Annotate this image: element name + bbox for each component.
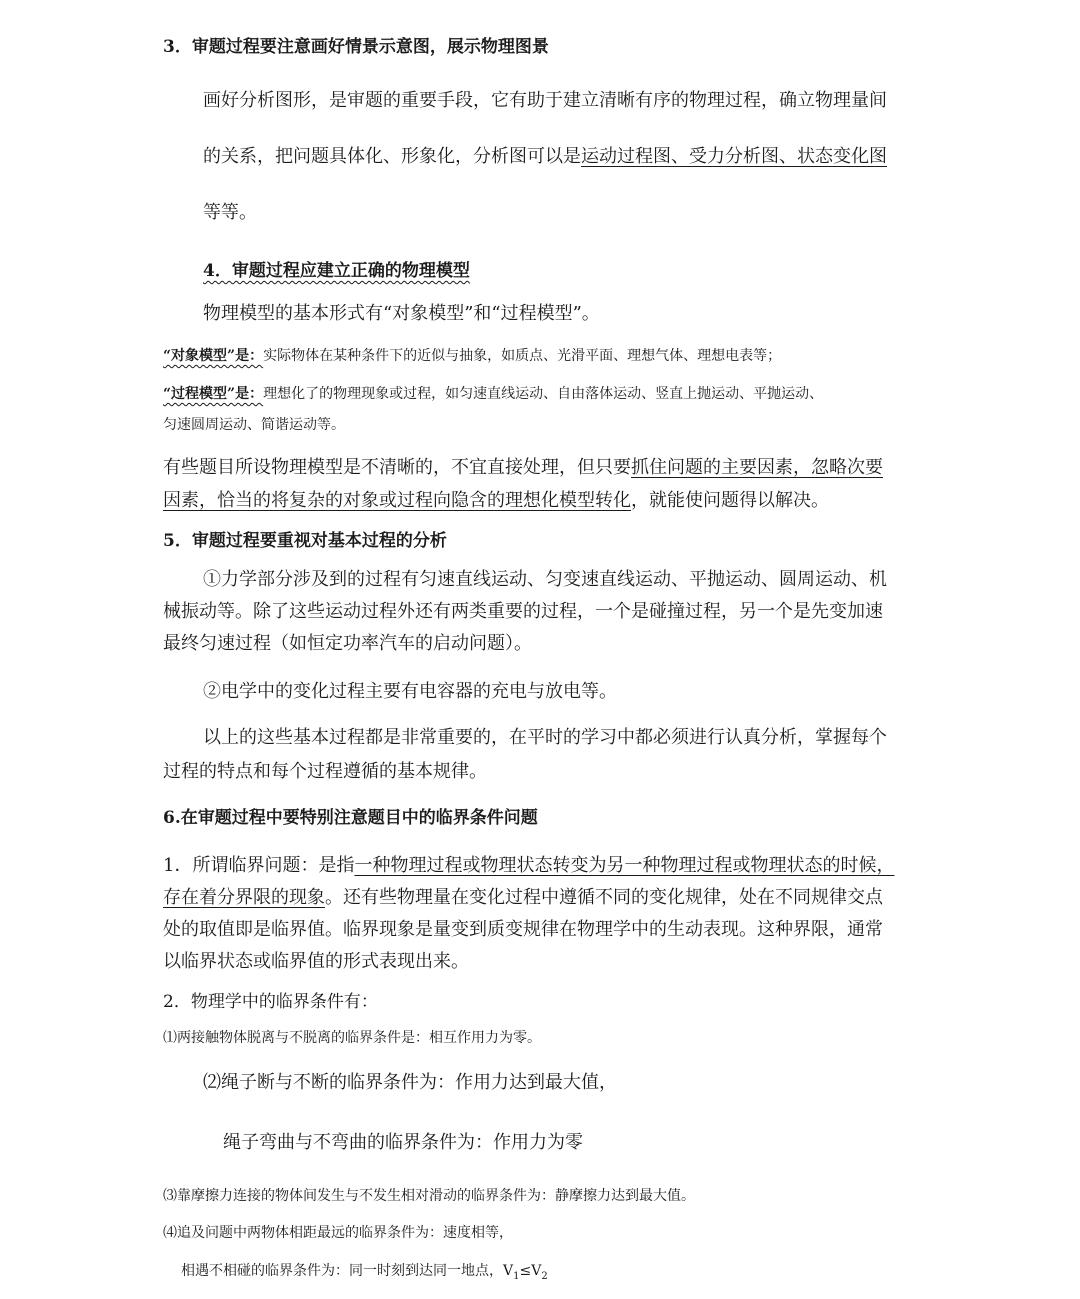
s6-conditions-intro: 2．物理学中的临界条件有： (163, 992, 378, 1012)
process-model-text-1: 理想化了的物理现象或过程，如匀速直线运动、自由落体运动、竖直上抛运动、平抛运动、 (263, 386, 824, 402)
s6-para-line-1 (163, 851, 894, 877)
s6-condition-2b: 绳子弯曲与不弯曲的临界条件为：作用力为零 (223, 1132, 583, 1153)
s5-item1-line-3: 最终匀速过程（如恒定功率汽车的启动问题）。 (163, 633, 532, 654)
s4-para-text-1: 有些题目所设物理模型是不清晰的，不宜直接处理，但只要 (163, 457, 631, 478)
s6-condition-4: ⑷追及问题中两物体相距最远的临界条件为：速度相等， (163, 1225, 513, 1241)
section-4-heading-text: 4．审题过程应建立正确的物理模型 (203, 261, 470, 281)
s6-para-text-2: 。还有些物理量在变化过程中遵循不同的变化规律，处在不同规律交点 (325, 887, 883, 908)
s6-condition-1: ⑴两接触物体脱离与不脱离的临界条件是：相互作用力为零。 (163, 1030, 541, 1046)
s5-summary-line-2: 过程的特点和每个过程遵循的基本规律。 (163, 761, 487, 782)
s4-object-model (163, 345, 781, 365)
s4-underlined-1: 抓住问题的主要因素，忽略次要 (631, 457, 883, 478)
s4-para-line-2 (163, 486, 829, 512)
s5-item1-line-1: ①力学部分涉及到的过程有匀速直线运动、匀变速直线运动、平抛运动、圆周运动、机 (203, 569, 887, 590)
s3-para-line-1: 画好分析图形，是审题的重要手段，它有助于建立清晰有序的物理过程，确立物理量间 (203, 90, 887, 111)
s3-line2-text: 的关系，把问题具体化、形象化，分析图可以是 (203, 146, 581, 167)
section-5-heading: 5．审题过程要重视对基本过程的分析 (163, 531, 447, 551)
v1-subscript: 1 (513, 1270, 520, 1282)
s5-item2: ②电学中的变化过程主要有电容器的充电与放电等。 (203, 681, 617, 702)
s4-para-text-2: ，就能使问题得以解决。 (631, 490, 829, 511)
v1-symbol: V (503, 1263, 514, 1279)
s6-condition-3: ⑶靠摩擦力连接的物体间发生与不发生相对滑动的临界条件为：静摩擦力达到最大值。 (163, 1188, 695, 1204)
s3-underlined-diagrams: 运动过程图、受力分析图、状态变化图 (581, 146, 887, 167)
s6-para-line-2 (163, 883, 883, 909)
object-model-term: “对象模型”是： (163, 348, 264, 364)
section-6-heading: 6.在审题过程中要特别注意题目中的临界条件问题 (163, 808, 538, 828)
v2-subscript: 2 (541, 1270, 548, 1282)
object-model-text: 实际物体在某种条件下的近似与抽象，如质点、光滑平面、理想气体、理想电表等； (263, 348, 782, 364)
s3-para-line-2 (203, 142, 887, 168)
s6-para-text-1: 1．所谓临界问题：是指 (163, 855, 355, 876)
s4-underlined-2: 因素，恰当的将复杂的对象或过程向隐含的理想化模型转化 (163, 490, 631, 511)
s4-process-model (163, 383, 823, 403)
s6-condition-2: ⑵绳子断与不断的临界条件为：作用力达到最大值， (203, 1072, 617, 1093)
process-model-term: “过程模型”是： (163, 386, 264, 402)
s5-item1-line-2: 械振动等。除了这些运动过程外还有两类重要的过程，一个是碰撞过程，另一个是先变加速 (163, 601, 883, 622)
s5-summary-line-1: 以上的这些基本过程都是非常重要的，在平时的学习中都必须进行认真分析，掌握每个 (203, 727, 887, 748)
s6-underlined-2: 存在着分界限的现象 (163, 887, 325, 908)
v2-symbol: V (531, 1263, 542, 1279)
s6-underlined-1: 一种物理过程或物理状态转变为另一种物理过程或物理状态的时候， (354, 855, 895, 876)
section-4-heading (203, 256, 470, 281)
s6-para-line-3: 处的取值即是临界值。临界现象是量变到质变规律在物理学中的生动表现。这种界限，通常 (163, 919, 883, 940)
s4-para-line-1 (163, 453, 883, 479)
s6-condition-4b-text: 相遇不相碰的临界条件为：同一时刻到达同一地点， (181, 1263, 503, 1279)
le-symbol: ≤ (519, 1263, 532, 1279)
s6-condition-4b (181, 1260, 548, 1282)
s4-process-model-cont: 匀速圆周运动、简谐运动等。 (163, 417, 345, 433)
s6-para-line-4: 以临界状态或临界值的形式表现出来。 (163, 951, 469, 972)
s4-intro: 物理模型的基本形式有“对象模型”和“过程模型”。 (203, 303, 600, 324)
s3-para-line-3: 等等。 (203, 202, 257, 223)
section-3-heading: 3．审题过程要注意画好情景示意图，展示物理图景 (163, 37, 549, 57)
